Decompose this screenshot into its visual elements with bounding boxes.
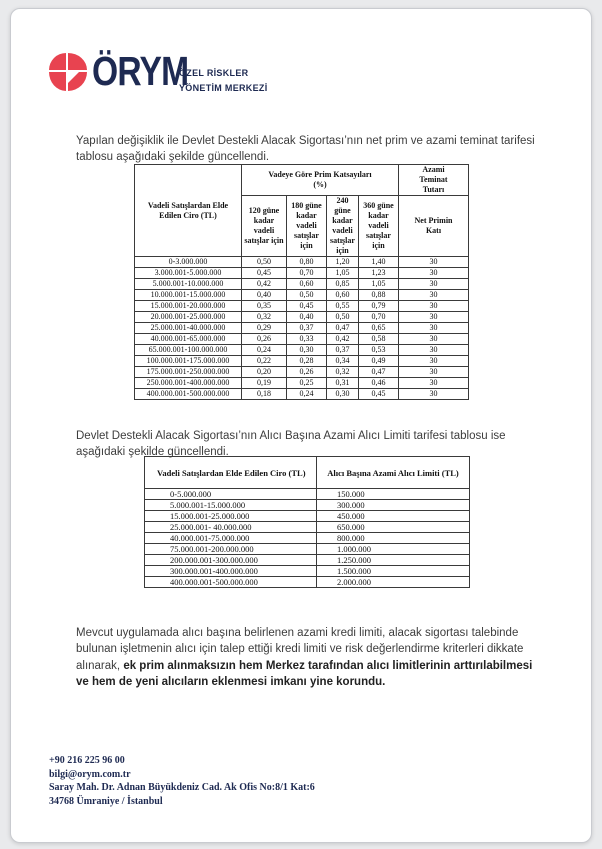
table-cell: 25.000.001- 40.000.000: [145, 522, 317, 533]
closing-paragraph-bold: ek prim alınmaksızın hem Merkez tarafından alıcı limitlerinin arttırılabilmesi ve hem de yeni alıcıların eklenmesi imkanı yine korundu.: [76, 659, 533, 688]
table-cell: 30: [399, 323, 469, 334]
table-cell: 30: [399, 312, 469, 323]
table-row: [145, 566, 470, 577]
table-cell: 0,79: [359, 301, 399, 312]
table-cell: 30: [399, 367, 469, 378]
table-cell: 0,47: [359, 367, 399, 378]
table-cell: 0,70: [287, 268, 327, 279]
table-cell: 0,30: [327, 389, 359, 400]
buyer-limit-table: [144, 456, 470, 588]
table-row: [145, 544, 470, 555]
table-cell: 0,45: [242, 268, 287, 279]
table-cell: 0,42: [242, 279, 287, 290]
table-cell: 0,55: [327, 301, 359, 312]
table-cell: 0,28: [287, 356, 327, 367]
table-cell: 0,29: [242, 323, 287, 334]
table-row: [145, 577, 470, 588]
table-cell: 250.000.001-400.000.000: [135, 378, 242, 389]
table-cell: 300.000: [317, 500, 470, 511]
table-row: [145, 522, 470, 533]
table-cell: 30: [399, 389, 469, 400]
table-row: [145, 500, 470, 511]
table-row: [135, 367, 469, 378]
table-cell: 0,25: [287, 378, 327, 389]
table-row: [135, 279, 469, 290]
table-cell: 0,32: [327, 367, 359, 378]
closing-paragraph-normal: Mevcut uygulamada alıcı başına belirlenen azami kredi limiti, alacak sigortası talebinde bulunan işletmenin alıcı için talep ettiği kredi limiti ve risk değerlendirme kriterleri dikkate alınarak,: [76, 626, 524, 672]
table-cell: 0,53: [359, 345, 399, 356]
table2-header-ciro: Vadeli Satışlardan Elde Edilen Ciro (TL): [145, 457, 317, 489]
table-cell: 40.000.001-75.000.000: [145, 533, 317, 544]
table-cell: 450.000: [317, 511, 470, 522]
table-cell: 0,30: [287, 345, 327, 356]
table-cell: 20.000.001-25.000.000: [135, 312, 242, 323]
buyer-limit-table-body: [145, 489, 470, 588]
table-cell: 1.500.000: [317, 566, 470, 577]
table-cell: 0,24: [287, 389, 327, 400]
table-cell: 0-3.000.000: [135, 257, 242, 268]
brand-tagline-line1: ÖZEL RİSKLER: [179, 68, 249, 78]
table-cell: 0,49: [359, 356, 399, 367]
intro-paragraph: Yapılan değişiklik ile Devlet Destekli Alacak Sigortası’nın net prim ve azami teminat tarifesi tablosu aşağıdaki şekilde güncellendi.: [76, 134, 535, 163]
table-cell: 5.000.001-15.000.000: [145, 500, 317, 511]
table1-subheader-360: 360 güne kadar vadeli satışlar için: [359, 196, 399, 257]
table-cell: 10.000.001-15.000.000: [135, 290, 242, 301]
table1-subheader-240: 240 güne kadar vadeli satışlar için: [327, 196, 359, 257]
table1-group-header-line1: Vadeye Göre Prim Katsayıları: [268, 170, 372, 179]
table1-subheader-180: 180 güne kadar vadeli satışlar için: [287, 196, 327, 257]
table-cell: 200.000.001-300.000.000: [145, 555, 317, 566]
table-cell: 75.000.001-200.000.000: [145, 544, 317, 555]
footer-address-line1: Saray Mah. Dr. Adnan Büyükdeniz Cad. Ak Ofis No:8/1 Kat:6: [49, 782, 315, 793]
table-cell: 25.000.001-40.000.000: [135, 323, 242, 334]
table-cell: 0,80: [287, 257, 327, 268]
table-cell: 15.000.001-20.000.000: [135, 301, 242, 312]
table-cell: 1.000.000: [317, 544, 470, 555]
footer-address-line2: 34768 Ümraniye / İstanbul: [49, 795, 163, 807]
footer-email: bilgi@orym.com.tr: [49, 768, 131, 780]
table-row: [135, 378, 469, 389]
table-cell: 0,34: [327, 356, 359, 367]
table-cell: 0,60: [327, 290, 359, 301]
table-row: [135, 257, 469, 268]
table-row: [145, 489, 470, 500]
table-cell: 0,18: [242, 389, 287, 400]
closing-paragraph: [76, 625, 546, 691]
document-page: [10, 8, 592, 843]
table-cell: 5.000.001-10.000.000: [135, 279, 242, 290]
table-cell: 0,70: [359, 312, 399, 323]
table-cell: 30: [399, 257, 469, 268]
table-cell: 800.000: [317, 533, 470, 544]
brand-tagline-line2: YÖNETİM MERKEZİ: [179, 83, 268, 93]
table-cell: 1,05: [359, 279, 399, 290]
orym-logo-icon: [49, 53, 87, 91]
table-row: [135, 345, 469, 356]
table-cell: 0,58: [359, 334, 399, 345]
table-row: [135, 389, 469, 400]
table1-group-header-line2: (%): [313, 180, 327, 189]
brand-name: ÖRYM: [92, 48, 189, 94]
premium-tariff-table: [134, 164, 469, 400]
table-cell: 150.000: [317, 489, 470, 500]
table-cell: 100.000.001-175.000.000: [135, 356, 242, 367]
table-cell: 0,33: [287, 334, 327, 345]
table-cell: 0,65: [359, 323, 399, 334]
table-cell: 0,26: [287, 367, 327, 378]
table-cell: 0,50: [287, 290, 327, 301]
table-row: [135, 356, 469, 367]
table-cell: 1,40: [359, 257, 399, 268]
table-cell: 0,50: [242, 257, 287, 268]
table-cell: 40.000.001-65.000.000: [135, 334, 242, 345]
table-cell: 0,20: [242, 367, 287, 378]
premium-tariff-table-body: [135, 257, 469, 400]
table-cell: 0,45: [359, 389, 399, 400]
table1-header-ciro: Vadeli Satışlardan Elde Edilen Ciro (TL): [135, 165, 242, 257]
table-cell: 0,60: [287, 279, 327, 290]
table-row: [135, 301, 469, 312]
table1-subheader-net-prim: Net Primin Katı: [399, 196, 469, 257]
table-row: [145, 555, 470, 566]
table-row: [135, 312, 469, 323]
table-cell: 0,85: [327, 279, 359, 290]
table-cell: 1,05: [327, 268, 359, 279]
table-cell: 0,32: [242, 312, 287, 323]
table1-group-header: [242, 165, 399, 196]
table-row: [135, 334, 469, 345]
footer-contact-block: [49, 754, 315, 808]
table-cell: 300.000.001-400.000.000: [145, 566, 317, 577]
table-cell: 175.000.001-250.000.000: [135, 367, 242, 378]
table-cell: 0,40: [242, 290, 287, 301]
table-row: [135, 323, 469, 334]
table-cell: 1,20: [327, 257, 359, 268]
second-paragraph: Devlet Destekli Alacak Sigortası’nın Alıcı Başına Azami Alıcı Limiti tarifesi tablosu ise aşağıdaki şekilde güncellendi.: [76, 429, 506, 458]
table-cell: 30: [399, 378, 469, 389]
table-cell: 0,19: [242, 378, 287, 389]
table-cell: 0-5.000.000: [145, 489, 317, 500]
table-cell: 30: [399, 290, 469, 301]
table-cell: 0,37: [287, 323, 327, 334]
table-cell: 30: [399, 356, 469, 367]
brand-tagline: [179, 66, 268, 96]
table-cell: 1.250.000: [317, 555, 470, 566]
table-row: [145, 511, 470, 522]
table-cell: 1,23: [359, 268, 399, 279]
table1-subheader-120: 120 güne kadar vadeli satışlar için: [242, 196, 287, 257]
table-cell: 30: [399, 268, 469, 279]
table-cell: 400.000.001-500.000.000: [145, 577, 317, 588]
table-cell: 30: [399, 301, 469, 312]
table-cell: 0,22: [242, 356, 287, 367]
table-cell: 0,37: [327, 345, 359, 356]
table-cell: 0,46: [359, 378, 399, 389]
table-cell: 0,45: [287, 301, 327, 312]
table-cell: 3.000.001-5.000.000: [135, 268, 242, 279]
table-row: [135, 268, 469, 279]
table-cell: 2.000.000: [317, 577, 470, 588]
table-cell: 0,47: [327, 323, 359, 334]
table-cell: 0,40: [287, 312, 327, 323]
table-cell: 0,26: [242, 334, 287, 345]
table-row: [145, 533, 470, 544]
table-cell: 15.000.001-25.000.000: [145, 511, 317, 522]
table-cell: 30: [399, 279, 469, 290]
footer-phone: +90 216 225 96 00: [49, 755, 125, 766]
table-row: [135, 290, 469, 301]
table-cell: 650.000: [317, 522, 470, 533]
table-cell: 30: [399, 345, 469, 356]
table-cell: 400.000.001-500.000.000: [135, 389, 242, 400]
table-cell: 0,31: [327, 378, 359, 389]
table-cell: 0,24: [242, 345, 287, 356]
table-cell: 0,35: [242, 301, 287, 312]
table-cell: 0,42: [327, 334, 359, 345]
table-cell: 30: [399, 334, 469, 345]
table-cell: 0,50: [327, 312, 359, 323]
table2-header-limit: Alıcı Başına Azami Alıcı Limiti (TL): [317, 457, 470, 489]
table-cell: 65.000.001-100.000.000: [135, 345, 242, 356]
table1-header-azami-teminat: Azami Teminat Tutarı: [399, 165, 469, 196]
table-cell: 0,88: [359, 290, 399, 301]
